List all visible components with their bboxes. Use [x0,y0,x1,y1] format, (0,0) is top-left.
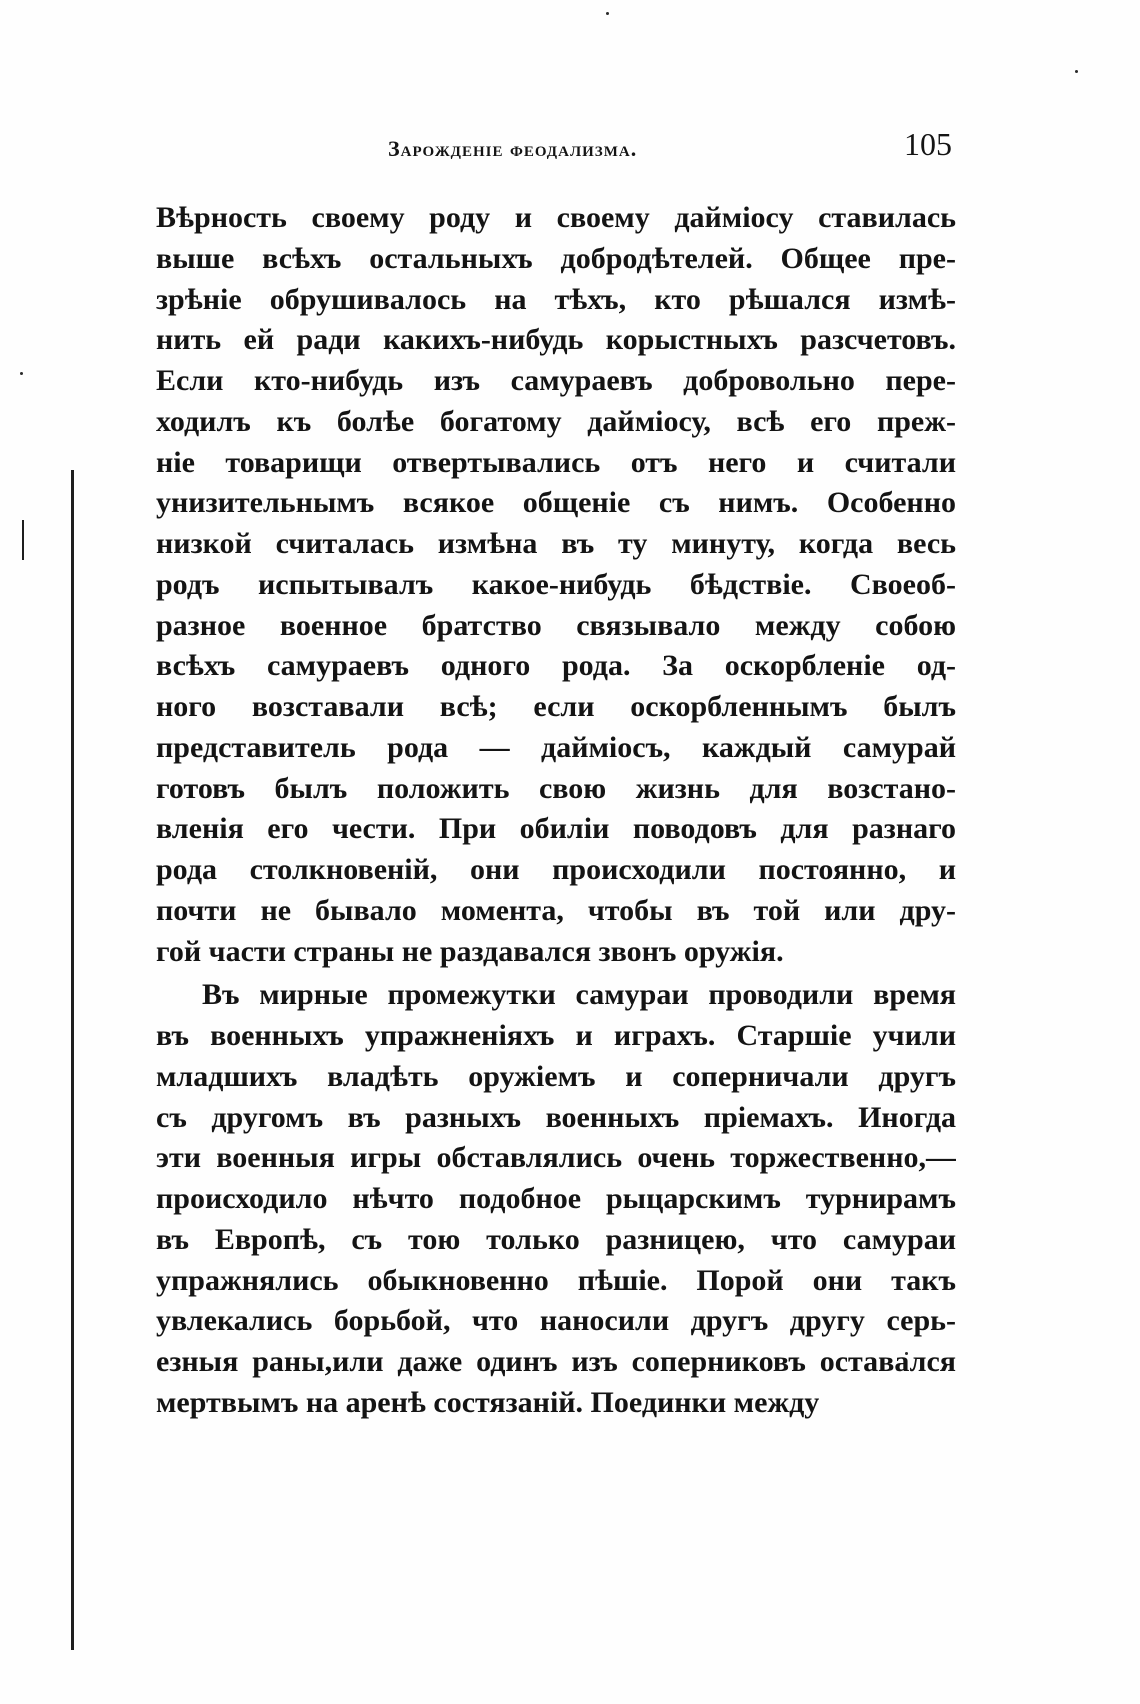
page-number: 105 [904,126,952,162]
text-line: эти военныя игры обставлялись очень торжественно,— [156,1141,956,1175]
text-line: низкой считалась измѣна въ ту минуту, когда весь [156,527,956,560]
body-text [156,198,956,1424]
text-line: происходило нѣчто подобное рыцарскимъ турнирамъ [156,1182,956,1215]
text-line: разное военное братство связывало между собою [156,608,956,642]
text-line: представитель рода — даймiосъ, каждый самурай [156,730,956,764]
text-line: вленiя его чести. При обилiи поводовъ для разнаго [156,812,956,846]
margin-scan-line [71,470,74,1650]
text-line: зрѣнiе обрушивалось на тѣхъ, кто рѣшался измѣ- [156,282,956,316]
text-line: рода столкновенiй, они происходили постоянно, и [156,853,956,886]
text-line: всѣхъ самураевъ одного рода. За оскорбленiе од- [156,649,956,683]
scan-speck [1075,70,1078,73]
paragraph [156,198,956,972]
text-line: упражнялись обыкновенно пѣшiе. Порой они такъ [156,1263,956,1297]
text-line: езныя раны,или даже одинъ изъ соперниковъ оставался [156,1345,956,1378]
text-line: готовъ былъ положить свою жизнь для возстано- [156,771,956,805]
text-line: ного возставали всѣ; если оскорбленнымъ былъ [156,690,956,723]
running-title: Зарожденіе феодализма. [388,136,638,161]
text-line: увлекались борьбой, что наносили другъ другу серь- [156,1304,956,1338]
text-line: Если кто-нибудь изъ самураевъ добровольно пере- [156,364,956,397]
scan-speck [606,12,609,15]
text-line: выше всѣхъ остальныхъ добродѣтелей. Общее пре- [156,241,956,275]
scan-speck [20,372,23,375]
text-line: Въ мирные промежутки самураи проводили время [202,978,956,1012]
page-header [156,126,956,172]
margin-scan-mark [22,520,24,560]
text-line: Вѣрность своему роду и своему даймiосу ставилась [156,201,956,234]
paragraph [156,975,956,1423]
text-line: въ Европѣ, съ тою только разницею, что самураи [156,1222,956,1256]
text-line: унизительнымъ всякое общенiе съ нимъ. Особенно [156,486,956,520]
text-line: нiе товарищи отвертывались отъ него и считали [156,445,956,479]
text-line: родъ испытывалъ какое-нибудь бѣдствiе. Своеоб- [156,567,956,601]
text-line: ходилъ къ болѣе богатому даймiосу, всѣ его преж- [156,404,956,438]
text-line: съ другомъ въ разныхъ военныхъ прiемахъ. Иногда [156,1100,956,1134]
text-line: младшихъ владѣть оружiемъ и соперничали другъ [156,1059,956,1093]
text-line: нить ей ради какихъ-нибудь корыстныхъ разсчетовъ. [156,323,956,357]
text-line: почти не бывало момента, чтобы въ той или дру- [156,893,956,927]
text-line: мертвымъ на аренѣ состязанiй. Поединки между [156,1385,820,1419]
text-line: въ военныхъ упражненiяхъ и играхъ. Старшiе учили [156,1019,956,1052]
text-line: гой части страны не раздавался звонъ оружiя. [156,934,784,968]
